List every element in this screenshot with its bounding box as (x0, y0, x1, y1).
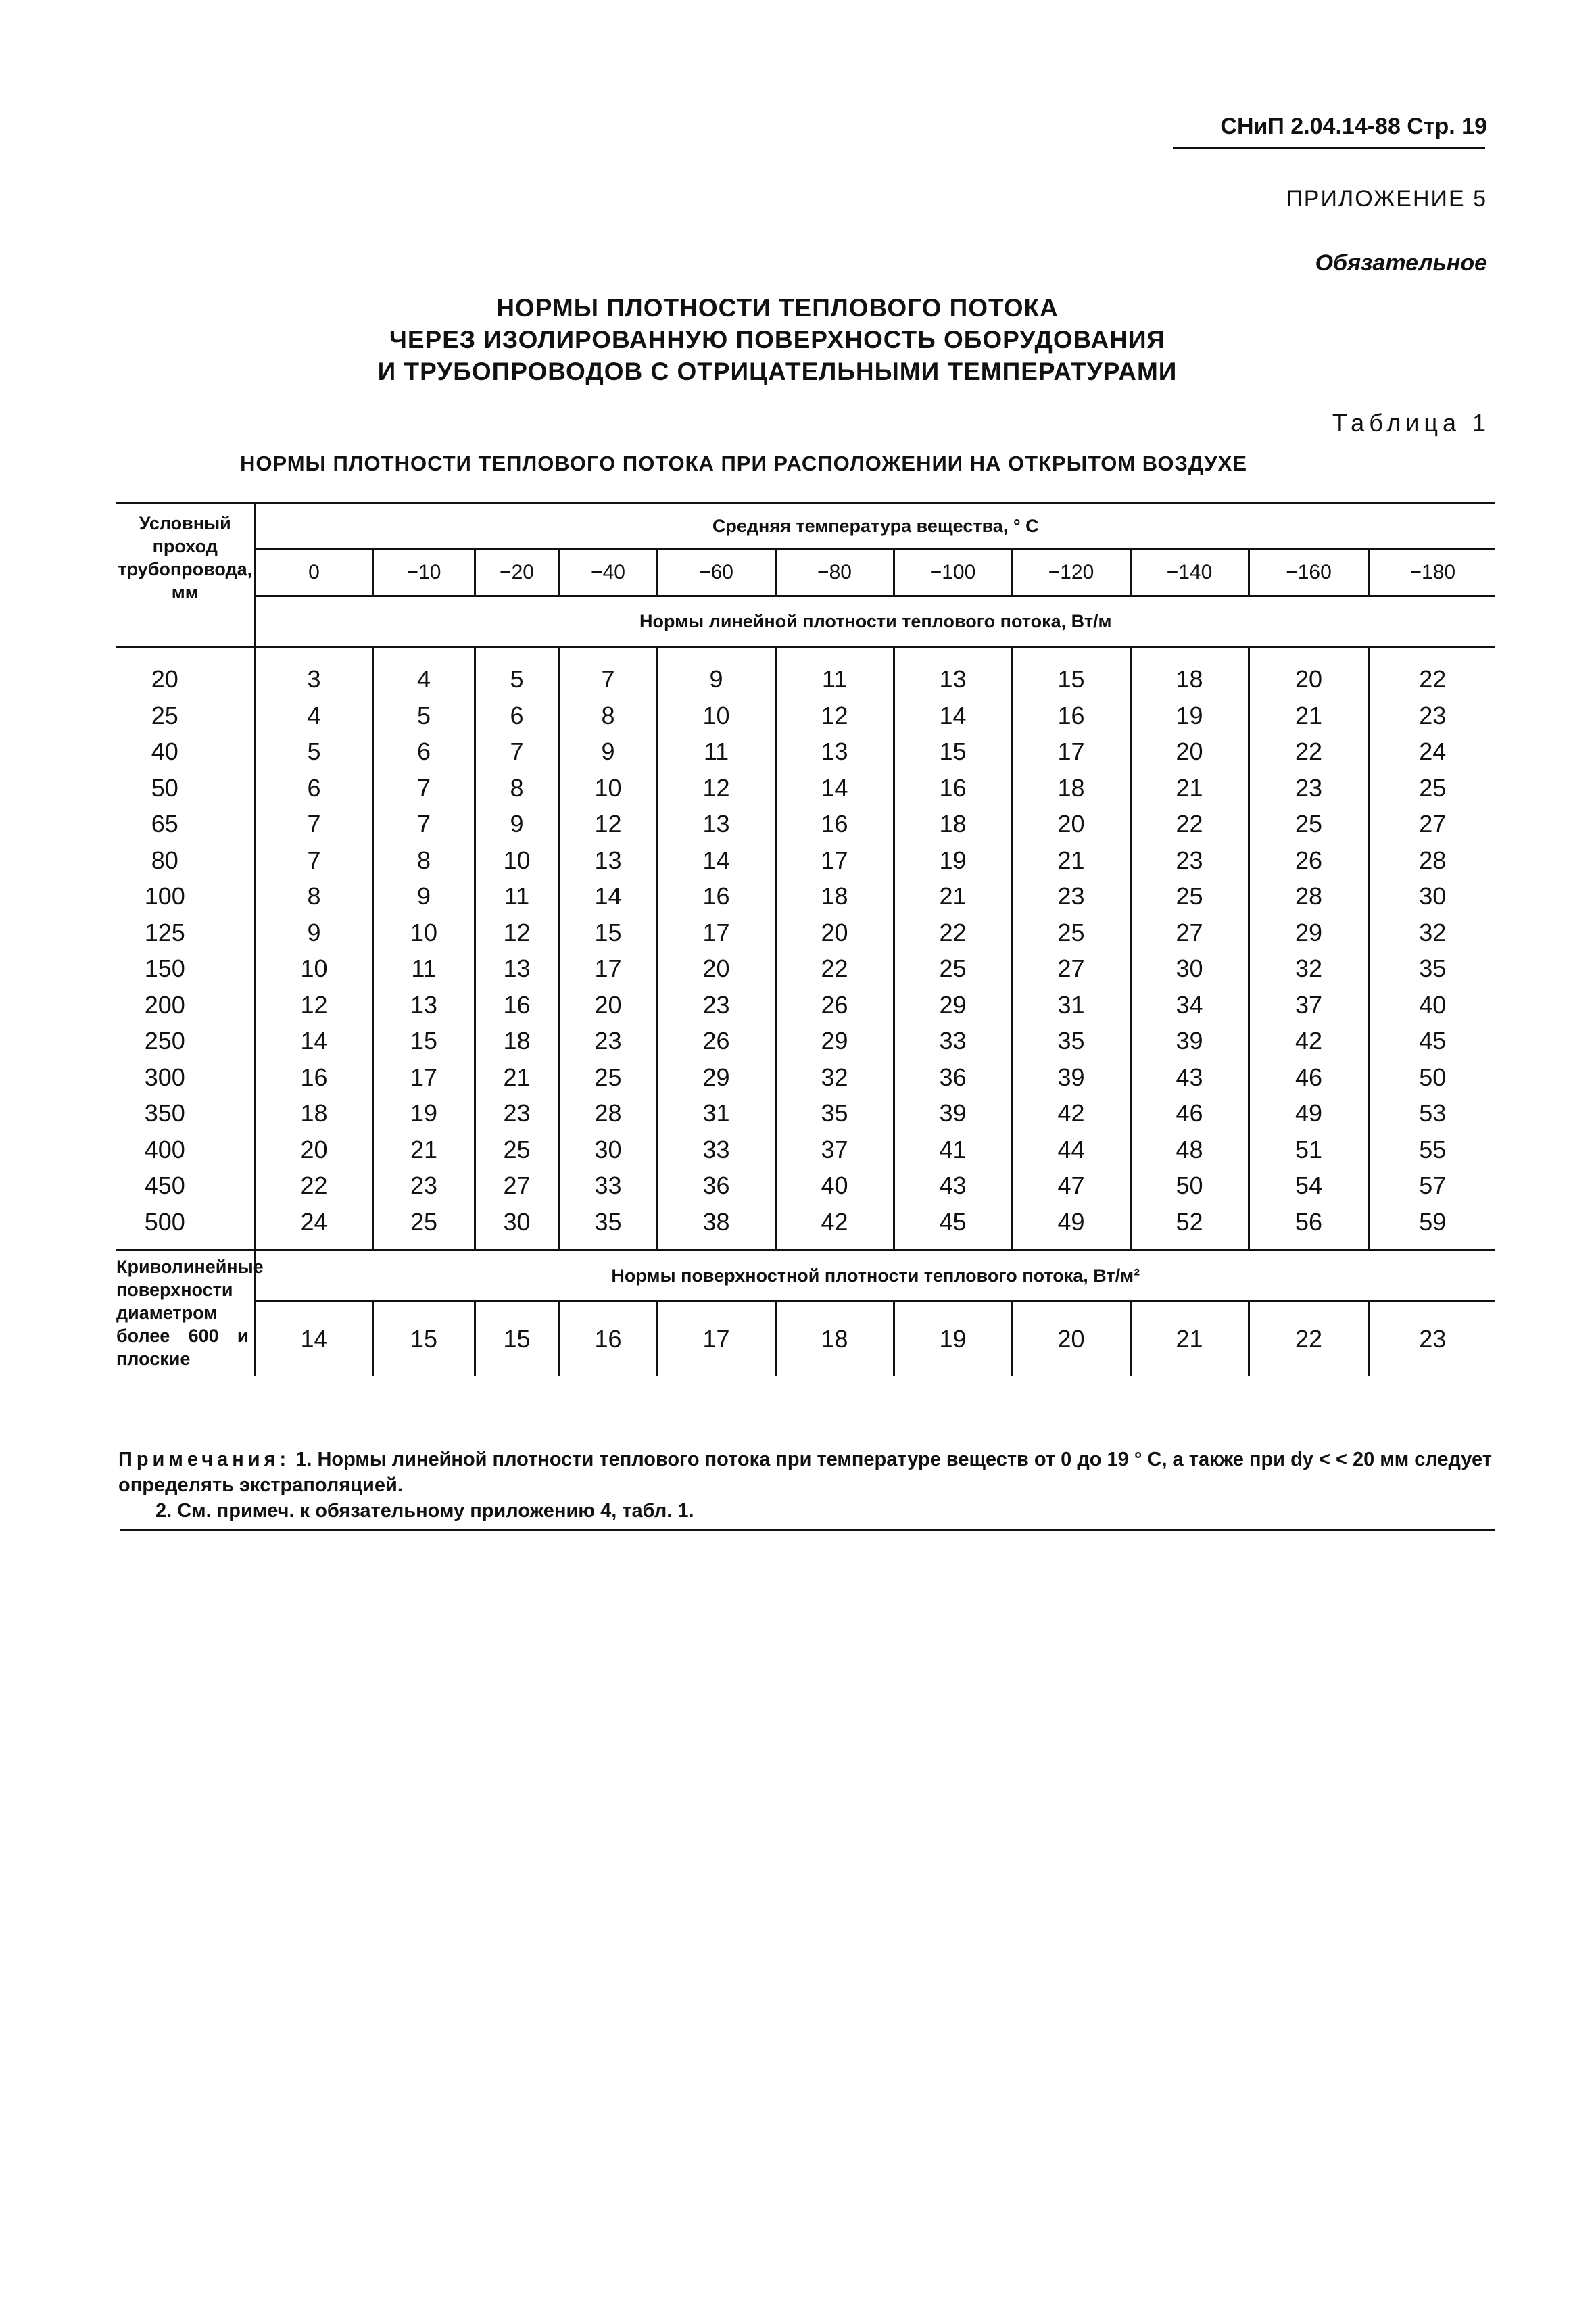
pipe-diameter-cell: 80 (151, 846, 178, 874)
linear-norm-cell: 8 (255, 878, 373, 915)
linear-norm-cell: 12 (775, 698, 894, 734)
temperature-column-header: 0 (255, 550, 373, 596)
linear-norm-cell: 23 (475, 1095, 559, 1132)
linear-norm-cell: 23 (1249, 770, 1369, 806)
linear-norm-cell: 18 (775, 878, 894, 915)
linear-norm-cell: 15 (559, 915, 657, 951)
linear-norm-cell: 6 (475, 698, 559, 734)
linear-norm-cell: 12 (559, 806, 657, 842)
linear-norm-cell: 23 (1369, 698, 1495, 734)
linear-norm-cell: 15 (1012, 647, 1130, 698)
linear-norm-cell: 5 (255, 733, 373, 770)
linear-norm-cell: 5 (475, 647, 559, 698)
note-2: 2. См. примеч. к обязательному приложению 4, табл. 1. (155, 1500, 694, 1522)
linear-norm-cell: 33 (559, 1167, 657, 1204)
linear-norm-cell: 41 (894, 1132, 1012, 1168)
linear-norm-cell: 25 (1249, 806, 1369, 842)
linear-norm-cell: 21 (373, 1132, 475, 1168)
linear-norm-cell: 13 (775, 733, 894, 770)
linear-norm-cell: 39 (1130, 1023, 1249, 1059)
temperature-column-header: −60 (657, 550, 775, 596)
linear-norm-cell: 46 (1130, 1095, 1249, 1132)
linear-norm-cell: 5 (373, 698, 475, 734)
linear-norm-cell: 54 (1249, 1167, 1369, 1204)
title-line-2: ЧЕРЕЗ ИЗОЛИРОВАННУЮ ПОВЕРХНОСТЬ ОБОРУДОВАНИЯ (389, 326, 1166, 354)
linear-norm-cell: 23 (1012, 878, 1130, 915)
table-row (116, 1132, 1495, 1168)
linear-norm-cell: 26 (657, 1023, 775, 1059)
pipe-diameter-cell: 100 (144, 882, 185, 910)
linear-norm-cell: 10 (475, 842, 559, 879)
linear-norm-cell: 56 (1249, 1204, 1369, 1251)
surface-norm-cell: 14 (255, 1301, 373, 1377)
linear-norm-cell: 35 (1369, 950, 1495, 987)
surface-norm-cell: 15 (475, 1301, 559, 1377)
linear-norm-cell: 20 (1249, 647, 1369, 698)
linear-norm-cell: 10 (657, 698, 775, 734)
table-title: НОРМЫ ПЛОТНОСТИ ТЕПЛОВОГО ПОТОКА ПРИ РАСПОЛОЖЕНИИ НА ОТКРЫТОМ ВОЗДУХЕ (239, 452, 1248, 475)
linear-norm-cell: 8 (475, 770, 559, 806)
linear-norm-cell: 3 (255, 647, 373, 698)
linear-norm-cell: 13 (559, 842, 657, 879)
linear-norm-cell: 31 (1012, 987, 1130, 1023)
linear-norm-cell: 19 (894, 842, 1012, 879)
linear-norm-cell: 7 (559, 647, 657, 698)
pipe-diameter-cell: 20 (151, 665, 178, 693)
linear-norm-cell: 23 (1130, 842, 1249, 879)
surface-norm-cell: 23 (1369, 1301, 1495, 1377)
pipe-diameter-cell: 25 (151, 701, 178, 729)
linear-norm-cell: 36 (657, 1167, 775, 1204)
temperature-column-header: −100 (894, 550, 1012, 596)
appendix-label: ПРИЛОЖЕНИЕ 5 (1286, 186, 1487, 212)
linear-norm-cell: 23 (657, 987, 775, 1023)
temperature-column-header: −80 (775, 550, 894, 596)
linear-norm-cell: 10 (373, 915, 475, 951)
linear-norm-cell: 22 (1249, 733, 1369, 770)
linear-norm-cell: 25 (1012, 915, 1130, 951)
table-row (116, 733, 1495, 770)
surface-values-row (116, 1301, 1495, 1377)
linear-norm-cell: 51 (1249, 1132, 1369, 1168)
temperature-column-header: −20 (475, 550, 559, 596)
document-code: СНиП 2.04.14-88 Стр. 19 (1220, 114, 1487, 139)
linear-norm-cell: 22 (894, 915, 1012, 951)
temperature-column-header: −180 (1369, 550, 1495, 596)
linear-norm-cell: 6 (373, 733, 475, 770)
linear-norm-cell: 18 (475, 1023, 559, 1059)
note-1-text: 1. Нормы линейной плотности теплового потока при температуре веществ от 0 до 19 ° С, а также при dy < < 20 мм следует определять экстраполяцией. (118, 1449, 1492, 1496)
linear-norm-cell: 14 (559, 878, 657, 915)
linear-norm-cell: 25 (475, 1132, 559, 1168)
linear-norm-cell: 16 (475, 987, 559, 1023)
linear-norm-cell: 57 (1369, 1167, 1495, 1204)
table-row (116, 950, 1495, 987)
linear-norm-cell: 15 (373, 1023, 475, 1059)
linear-norm-cell: 29 (1249, 915, 1369, 951)
table-row (116, 1204, 1495, 1251)
pipe-diameter-cell: 450 (144, 1172, 185, 1199)
linear-norm-cell: 21 (1249, 698, 1369, 734)
title-line-1: НОРМЫ ПЛОТНОСТИ ТЕПЛОВОГО ПОТОКА (496, 294, 1059, 322)
linear-norm-cell: 20 (657, 950, 775, 987)
table-row (116, 698, 1495, 734)
pipe-diameter-cell: 400 (144, 1135, 185, 1163)
linear-norm-cell: 9 (373, 878, 475, 915)
linear-norm-cell: 32 (1249, 950, 1369, 987)
linear-norm-cell: 40 (1369, 987, 1495, 1023)
linear-norm-cell: 50 (1130, 1167, 1249, 1204)
linear-norm-cell: 9 (475, 806, 559, 842)
header-row-surface (116, 1251, 1495, 1301)
linear-norm-cell: 18 (255, 1095, 373, 1132)
temperature-header: Средняя температура вещества, ° С (255, 503, 1495, 550)
linear-norm-cell: 48 (1130, 1132, 1249, 1168)
table-row (116, 1059, 1495, 1096)
linear-norm-cell: 13 (475, 950, 559, 987)
surface-norm-cell: 18 (775, 1301, 894, 1377)
linear-norm-cell: 20 (559, 987, 657, 1023)
table-row (116, 806, 1495, 842)
linear-norm-cell: 24 (255, 1204, 373, 1251)
linear-norm-cell: 49 (1249, 1095, 1369, 1132)
pipe-diameter-cell: 250 (144, 1027, 185, 1055)
linear-norm-cell: 39 (894, 1095, 1012, 1132)
table-row (116, 878, 1495, 915)
linear-norm-cell: 22 (1130, 806, 1249, 842)
pipe-diameter-cell: 65 (151, 810, 178, 838)
linear-norm-cell: 45 (1369, 1023, 1495, 1059)
stub-header: Условный проход трубопровода, мм (116, 503, 255, 647)
linear-norm-cell: 43 (1130, 1059, 1249, 1096)
surface-norm-cell: 21 (1130, 1301, 1249, 1377)
linear-norm-cell: 28 (1369, 842, 1495, 879)
linear-norm-cell: 25 (373, 1204, 475, 1251)
linear-norm-cell: 35 (775, 1095, 894, 1132)
surface-norm-cell: 19 (894, 1301, 1012, 1377)
linear-norm-cell: 8 (373, 842, 475, 879)
header-row-temperature-values (116, 550, 1495, 596)
linear-norm-cell: 21 (475, 1059, 559, 1096)
linear-norm-cell: 42 (1012, 1095, 1130, 1132)
linear-norm-cell: 16 (657, 878, 775, 915)
linear-norm-cell: 27 (1012, 950, 1130, 987)
linear-norm-cell: 18 (1130, 647, 1249, 698)
linear-norm-cell: 16 (1012, 698, 1130, 734)
linear-norm-cell: 43 (894, 1167, 1012, 1204)
linear-norm-cell: 55 (1369, 1132, 1495, 1168)
pipe-diameter-cell: 50 (151, 773, 178, 802)
linear-norm-cell: 53 (1369, 1095, 1495, 1132)
temperature-column-header: −160 (1249, 550, 1369, 596)
linear-norm-cell: 22 (1369, 647, 1495, 698)
linear-norm-cell: 20 (255, 1132, 373, 1168)
note-1 (118, 1447, 1494, 1498)
linear-norm-cell: 37 (775, 1132, 894, 1168)
linear-norm-cell: 39 (1012, 1059, 1130, 1096)
linear-norm-cell: 27 (1369, 806, 1495, 842)
linear-norm-cell: 35 (559, 1204, 657, 1251)
table-row (116, 915, 1495, 951)
table-number: Таблица 1 (1332, 409, 1491, 437)
linear-norm-cell: 12 (475, 915, 559, 951)
linear-norm-cell: 20 (1012, 806, 1130, 842)
linear-norm-cell: 59 (1369, 1204, 1495, 1251)
linear-norm-cell: 40 (775, 1167, 894, 1204)
linear-norm-cell: 10 (559, 770, 657, 806)
linear-norm-cell: 14 (255, 1023, 373, 1059)
linear-norm-cell: 32 (1369, 915, 1495, 951)
linear-norm-cell: 22 (255, 1167, 373, 1204)
temperature-column-header: −120 (1012, 550, 1130, 596)
linear-norm-cell: 30 (559, 1132, 657, 1168)
linear-norm-cell: 11 (475, 878, 559, 915)
linear-norm-cell: 25 (1369, 770, 1495, 806)
linear-norm-cell: 19 (373, 1095, 475, 1132)
table-row (116, 1023, 1495, 1059)
pipe-diameter-cell: 350 (144, 1099, 185, 1127)
linear-norm-cell: 47 (1012, 1167, 1130, 1204)
linear-norm-cell: 17 (559, 950, 657, 987)
linear-norm-cell: 25 (559, 1059, 657, 1096)
surface-norm-cell: 20 (1012, 1301, 1130, 1377)
linear-norm-cell: 11 (657, 733, 775, 770)
linear-norm-cell: 29 (775, 1023, 894, 1059)
appendix-status: Обязательное (1315, 250, 1487, 276)
header-underline (1173, 147, 1485, 149)
temperature-column-header: −40 (559, 550, 657, 596)
linear-norm-cell: 28 (1249, 878, 1369, 915)
linear-norm-cell: 35 (1012, 1023, 1130, 1059)
linear-norm-cell: 26 (775, 987, 894, 1023)
surface-norm-cell: 16 (559, 1301, 657, 1377)
pipe-diameter-cell: 150 (144, 955, 185, 982)
linear-norm-cell: 21 (894, 878, 1012, 915)
linear-norm-cell: 29 (894, 987, 1012, 1023)
linear-norm-cell: 13 (657, 806, 775, 842)
temperature-column-header: −10 (373, 550, 475, 596)
linear-norm-cell: 26 (1249, 842, 1369, 879)
linear-norm-cell: 17 (657, 915, 775, 951)
linear-norm-cell: 28 (559, 1095, 657, 1132)
pipe-diameter-cell: 300 (144, 1063, 185, 1091)
heat-flux-norms-table (116, 502, 1495, 1376)
linear-norm-cell: 31 (657, 1095, 775, 1132)
linear-norm-cell: 7 (255, 842, 373, 879)
header-row-temperature (116, 503, 1495, 550)
surface-norms-header: Нормы поверхностной плотности теплового потока, Вт/м² (255, 1251, 1495, 1301)
linear-norm-cell: 14 (894, 698, 1012, 734)
notes-label: Примечания: (118, 1449, 291, 1470)
surface-row-label: Криволинейные поверхности диаметром более 600 и плоские (116, 1257, 264, 1369)
linear-norm-cell: 52 (1130, 1204, 1249, 1251)
linear-norm-cell: 23 (559, 1023, 657, 1059)
linear-norm-cell: 19 (1130, 698, 1249, 734)
linear-norm-cell: 25 (1130, 878, 1249, 915)
table-row (116, 842, 1495, 879)
linear-norm-cell: 20 (775, 915, 894, 951)
linear-norm-cell: 27 (1130, 915, 1249, 951)
linear-norm-cell: 27 (475, 1167, 559, 1204)
linear-norm-cell: 49 (1012, 1204, 1130, 1251)
surface-norm-cell: 17 (657, 1301, 775, 1377)
table-row (116, 987, 1495, 1023)
linear-norm-cell: 33 (894, 1023, 1012, 1059)
linear-norm-cell: 21 (1012, 842, 1130, 879)
linear-norm-cell: 7 (255, 806, 373, 842)
linear-norm-cell: 13 (373, 987, 475, 1023)
pipe-diameter-cell: 200 (144, 990, 185, 1019)
table-row (116, 770, 1495, 806)
bottom-rule (120, 1529, 1495, 1531)
appendix-title (270, 292, 1284, 387)
linear-norm-cell: 16 (775, 806, 894, 842)
linear-norm-cell: 25 (894, 950, 1012, 987)
linear-norm-cell: 21 (1130, 770, 1249, 806)
linear-norm-cell: 32 (775, 1059, 894, 1096)
linear-norm-cell: 8 (559, 698, 657, 734)
pipe-diameter-cell: 125 (144, 918, 185, 946)
linear-norm-cell: 4 (373, 647, 475, 698)
linear-norm-cell: 14 (657, 842, 775, 879)
linear-norm-cell: 36 (894, 1059, 1012, 1096)
linear-norm-cell: 22 (775, 950, 894, 987)
linear-norm-cell: 7 (475, 733, 559, 770)
linear-norm-cell: 50 (1369, 1059, 1495, 1096)
linear-norm-cell: 42 (1249, 1023, 1369, 1059)
linear-norm-cell: 38 (657, 1204, 775, 1251)
linear-norm-cell: 15 (894, 733, 1012, 770)
linear-norm-cell: 20 (1130, 733, 1249, 770)
linear-norm-cell: 46 (1249, 1059, 1369, 1096)
table-row (116, 1095, 1495, 1132)
linear-norm-cell: 9 (657, 647, 775, 698)
surface-norm-cell: 22 (1249, 1301, 1369, 1377)
linear-norm-cell: 9 (255, 915, 373, 951)
linear-norm-cell: 30 (1130, 950, 1249, 987)
linear-norm-cell: 12 (657, 770, 775, 806)
linear-norm-cell: 6 (255, 770, 373, 806)
linear-norm-cell: 4 (255, 698, 373, 734)
linear-norm-cell: 13 (894, 647, 1012, 698)
linear-norm-cell: 18 (894, 806, 1012, 842)
linear-norm-cell: 16 (894, 770, 1012, 806)
linear-norm-cell: 17 (775, 842, 894, 879)
linear-norm-cell: 18 (1012, 770, 1130, 806)
linear-norm-cell: 34 (1130, 987, 1249, 1023)
linear-norm-cell: 24 (1369, 733, 1495, 770)
linear-norm-cell: 30 (1369, 878, 1495, 915)
pipe-diameter-cell: 40 (151, 738, 178, 765)
table-notes (118, 1447, 1494, 1524)
linear-norm-cell: 7 (373, 770, 475, 806)
table-row (116, 1167, 1495, 1204)
linear-norms-header: Нормы линейной плотности теплового потока, Вт/м (255, 596, 1495, 647)
linear-norm-cell: 44 (1012, 1132, 1130, 1168)
linear-norm-cell: 11 (775, 647, 894, 698)
linear-norm-cell: 45 (894, 1204, 1012, 1251)
linear-norm-cell: 42 (775, 1204, 894, 1251)
table-row (116, 647, 1495, 698)
linear-norm-cell: 37 (1249, 987, 1369, 1023)
linear-norm-cell: 9 (559, 733, 657, 770)
linear-norm-cell: 17 (1012, 733, 1130, 770)
title-line-3: И ТРУБОПРОВОДОВ С ОТРИЦАТЕЛЬНЫМИ ТЕМПЕРАТУРАМИ (377, 358, 1178, 385)
surface-norm-cell: 15 (373, 1301, 475, 1377)
linear-norm-cell: 29 (657, 1059, 775, 1096)
linear-norm-cell: 10 (255, 950, 373, 987)
linear-norm-cell: 7 (373, 806, 475, 842)
linear-norm-cell: 30 (475, 1204, 559, 1251)
linear-norm-cell: 23 (373, 1167, 475, 1204)
linear-norm-cell: 17 (373, 1059, 475, 1096)
linear-norm-cell: 14 (775, 770, 894, 806)
linear-norm-cell: 11 (373, 950, 475, 987)
temperature-column-header: −140 (1130, 550, 1249, 596)
linear-norm-cell: 33 (657, 1132, 775, 1168)
linear-norm-cell: 12 (255, 987, 373, 1023)
header-row-linear (116, 596, 1495, 647)
pipe-diameter-cell: 500 (116, 1204, 255, 1251)
linear-norm-cell: 16 (255, 1059, 373, 1096)
